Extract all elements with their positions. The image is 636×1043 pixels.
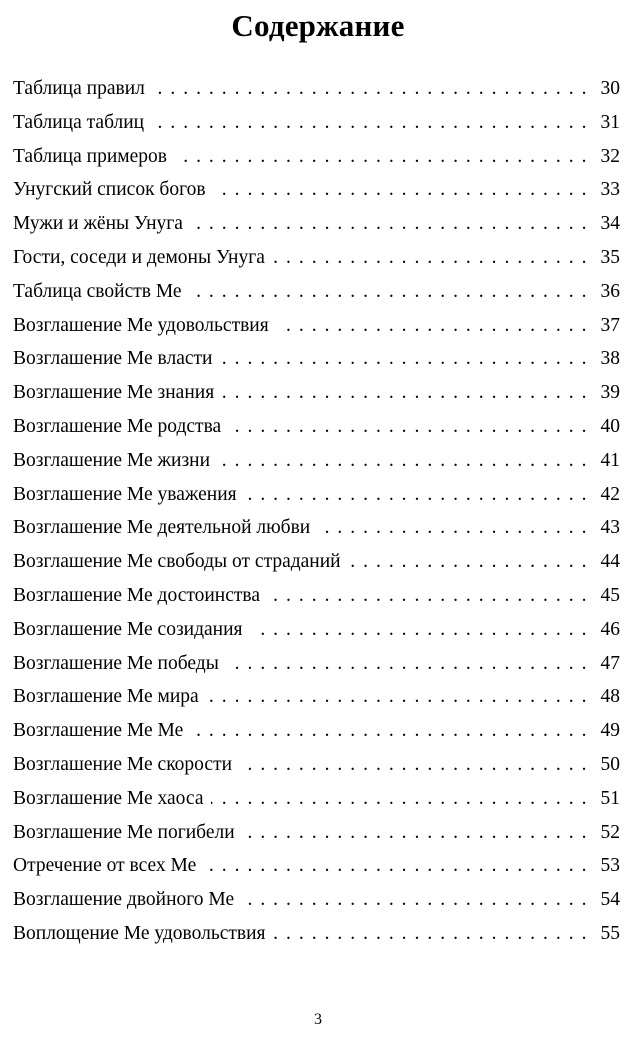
toc-dot-leader bbox=[152, 106, 588, 140]
toc-entry-label: Возглашение Ме жизни bbox=[13, 449, 211, 471]
toc-dot-leader bbox=[175, 140, 588, 174]
toc-dot-leader bbox=[227, 647, 588, 681]
toc-entry-label: Отречение от всех Ме bbox=[13, 855, 197, 877]
toc-entry-page: 37 bbox=[600, 314, 620, 336]
toc-entry bbox=[13, 680, 620, 714]
toc-entry-label: Возглашение Ме удовольствия bbox=[13, 314, 269, 336]
toc-entry-label: Возглашение Ме власти bbox=[13, 348, 213, 370]
toc-entry-page: 49 bbox=[600, 720, 620, 742]
toc-entry bbox=[13, 309, 620, 343]
toc-dot-leader bbox=[242, 883, 588, 917]
toc-dot-leader bbox=[229, 410, 588, 444]
toc-entry bbox=[13, 72, 620, 106]
toc-entry bbox=[13, 883, 620, 917]
toc-entry bbox=[13, 748, 620, 782]
toc-dot-leader bbox=[349, 545, 588, 579]
toc-dot-leader bbox=[221, 342, 589, 376]
toc-entry-label: Гости, соседи и демоны Унуга bbox=[13, 246, 265, 268]
toc-dot-leader bbox=[218, 444, 588, 478]
toc-entry-page: 41 bbox=[600, 449, 620, 471]
toc-entry-page: 34 bbox=[600, 213, 620, 235]
toc-dot-leader bbox=[222, 376, 588, 410]
toc-entry-page: 48 bbox=[600, 686, 620, 708]
toc-entry bbox=[13, 849, 620, 883]
toc-entry-page: 54 bbox=[600, 889, 620, 911]
toc-entry-label: Унугский список богов bbox=[13, 179, 206, 201]
toc-dot-leader bbox=[245, 478, 588, 512]
toc-entry-page: 33 bbox=[600, 179, 620, 201]
toc-dot-leader bbox=[190, 275, 588, 309]
toc-entry bbox=[13, 376, 620, 410]
toc-dot-leader bbox=[191, 714, 588, 748]
toc-entry-label: Возглашение Ме Ме bbox=[13, 720, 184, 742]
toc-entry bbox=[13, 647, 620, 681]
page-title: Содержание bbox=[231, 8, 405, 43]
toc-entry bbox=[13, 106, 620, 140]
toc-entry bbox=[13, 613, 620, 647]
toc-entry-page: 44 bbox=[600, 551, 620, 573]
toc-entry-page: 36 bbox=[600, 280, 620, 302]
toc-entry-label: Возглашение Ме скорости bbox=[13, 753, 233, 775]
toc-dot-leader bbox=[240, 748, 588, 782]
toc-entry bbox=[13, 410, 620, 444]
toc-dot-leader bbox=[277, 309, 588, 343]
toc-entry-page: 31 bbox=[600, 111, 620, 133]
toc-entry bbox=[13, 511, 620, 545]
toc-dot-leader bbox=[243, 816, 588, 850]
toc-entry-page: 30 bbox=[600, 78, 620, 99]
toc-entry-label: Таблица таблиц bbox=[13, 111, 145, 133]
toc-entry-page: 40 bbox=[600, 415, 620, 437]
toc-entry-label: Возглашение Ме победы bbox=[13, 652, 219, 674]
toc-entry bbox=[13, 782, 620, 816]
toc-entry-label: Таблица свойств Ме bbox=[13, 280, 182, 302]
toc-entry-label: Возглашение Ме созидания bbox=[13, 618, 243, 640]
toc-dot-leader bbox=[273, 241, 588, 275]
toc-entry bbox=[13, 579, 620, 613]
toc-dot-leader bbox=[204, 849, 588, 883]
toc-entry-label: Возглашение Ме мира bbox=[13, 686, 199, 708]
toc-entry bbox=[13, 140, 620, 174]
toc-entry bbox=[13, 207, 620, 241]
toc-entry bbox=[13, 444, 620, 478]
toc-entry-page: 50 bbox=[600, 753, 620, 775]
toc-entry-page: 53 bbox=[600, 855, 620, 877]
toc-entry-label: Воплощение Ме удовольствия bbox=[13, 922, 266, 944]
toc-entry-page: 47 bbox=[600, 652, 620, 674]
toc-dot-leader bbox=[191, 207, 588, 241]
toc-entry bbox=[13, 714, 620, 748]
toc-entry-page: 38 bbox=[600, 348, 620, 370]
page-number: 3 bbox=[314, 1011, 322, 1028]
toc-entry-label: Таблица примеров bbox=[13, 145, 167, 167]
toc-entry-page: 55 bbox=[600, 922, 620, 944]
toc-entry bbox=[13, 917, 620, 951]
toc-entry-label: Возглашение Ме свободы от страданий bbox=[13, 551, 341, 573]
toc-entry-label: Возглашение Ме деятельной любви bbox=[13, 517, 311, 539]
toc-entry-page: 39 bbox=[600, 382, 620, 404]
toc-entry-label: Возглашение Ме хаоса bbox=[13, 787, 204, 809]
toc-entry bbox=[13, 275, 620, 309]
toc-entry-page: 42 bbox=[600, 483, 620, 505]
toc-entry bbox=[13, 816, 620, 850]
toc-entry-page: 45 bbox=[600, 584, 620, 606]
toc-dot-leader bbox=[268, 579, 588, 613]
toc-entry-page: 35 bbox=[600, 246, 620, 268]
toc-dot-leader bbox=[251, 613, 589, 647]
toc-entry bbox=[13, 478, 620, 512]
toc-entry-label: Возглашение Ме знания bbox=[13, 382, 215, 404]
toc-entry-label: Возглашение двойного Ме bbox=[13, 889, 235, 911]
toc-entry-page: 51 bbox=[600, 787, 620, 809]
toc-entry-page: 32 bbox=[600, 145, 620, 167]
toc-entry bbox=[13, 173, 620, 207]
toc-entry-label: Таблица правил bbox=[13, 78, 145, 99]
toc-entry-page: 43 bbox=[600, 517, 620, 539]
toc-dot-leader bbox=[214, 173, 588, 207]
toc-entry bbox=[13, 342, 620, 376]
toc-entry-label: Возглашение Ме уважения bbox=[13, 483, 237, 505]
toc-entry-page: 46 bbox=[600, 618, 620, 640]
toc-entry-label: Возглашение Ме достоинства bbox=[13, 584, 261, 606]
toc-entry bbox=[13, 241, 620, 275]
table-of-contents bbox=[13, 72, 620, 951]
toc-dot-leader bbox=[318, 511, 588, 545]
toc-entry bbox=[13, 545, 620, 579]
toc-dot-leader bbox=[207, 680, 588, 714]
toc-entry-label: Возглашение Ме родства bbox=[13, 415, 222, 437]
toc-entry-label: Возглашение Ме погибели bbox=[13, 821, 235, 843]
toc-entry-page: 52 bbox=[600, 821, 620, 843]
toc-dot-leader bbox=[211, 782, 588, 816]
toc-dot-leader bbox=[153, 72, 588, 106]
toc-entry-label: Мужи и жёны Унуга bbox=[13, 213, 183, 235]
toc-dot-leader bbox=[274, 917, 588, 951]
